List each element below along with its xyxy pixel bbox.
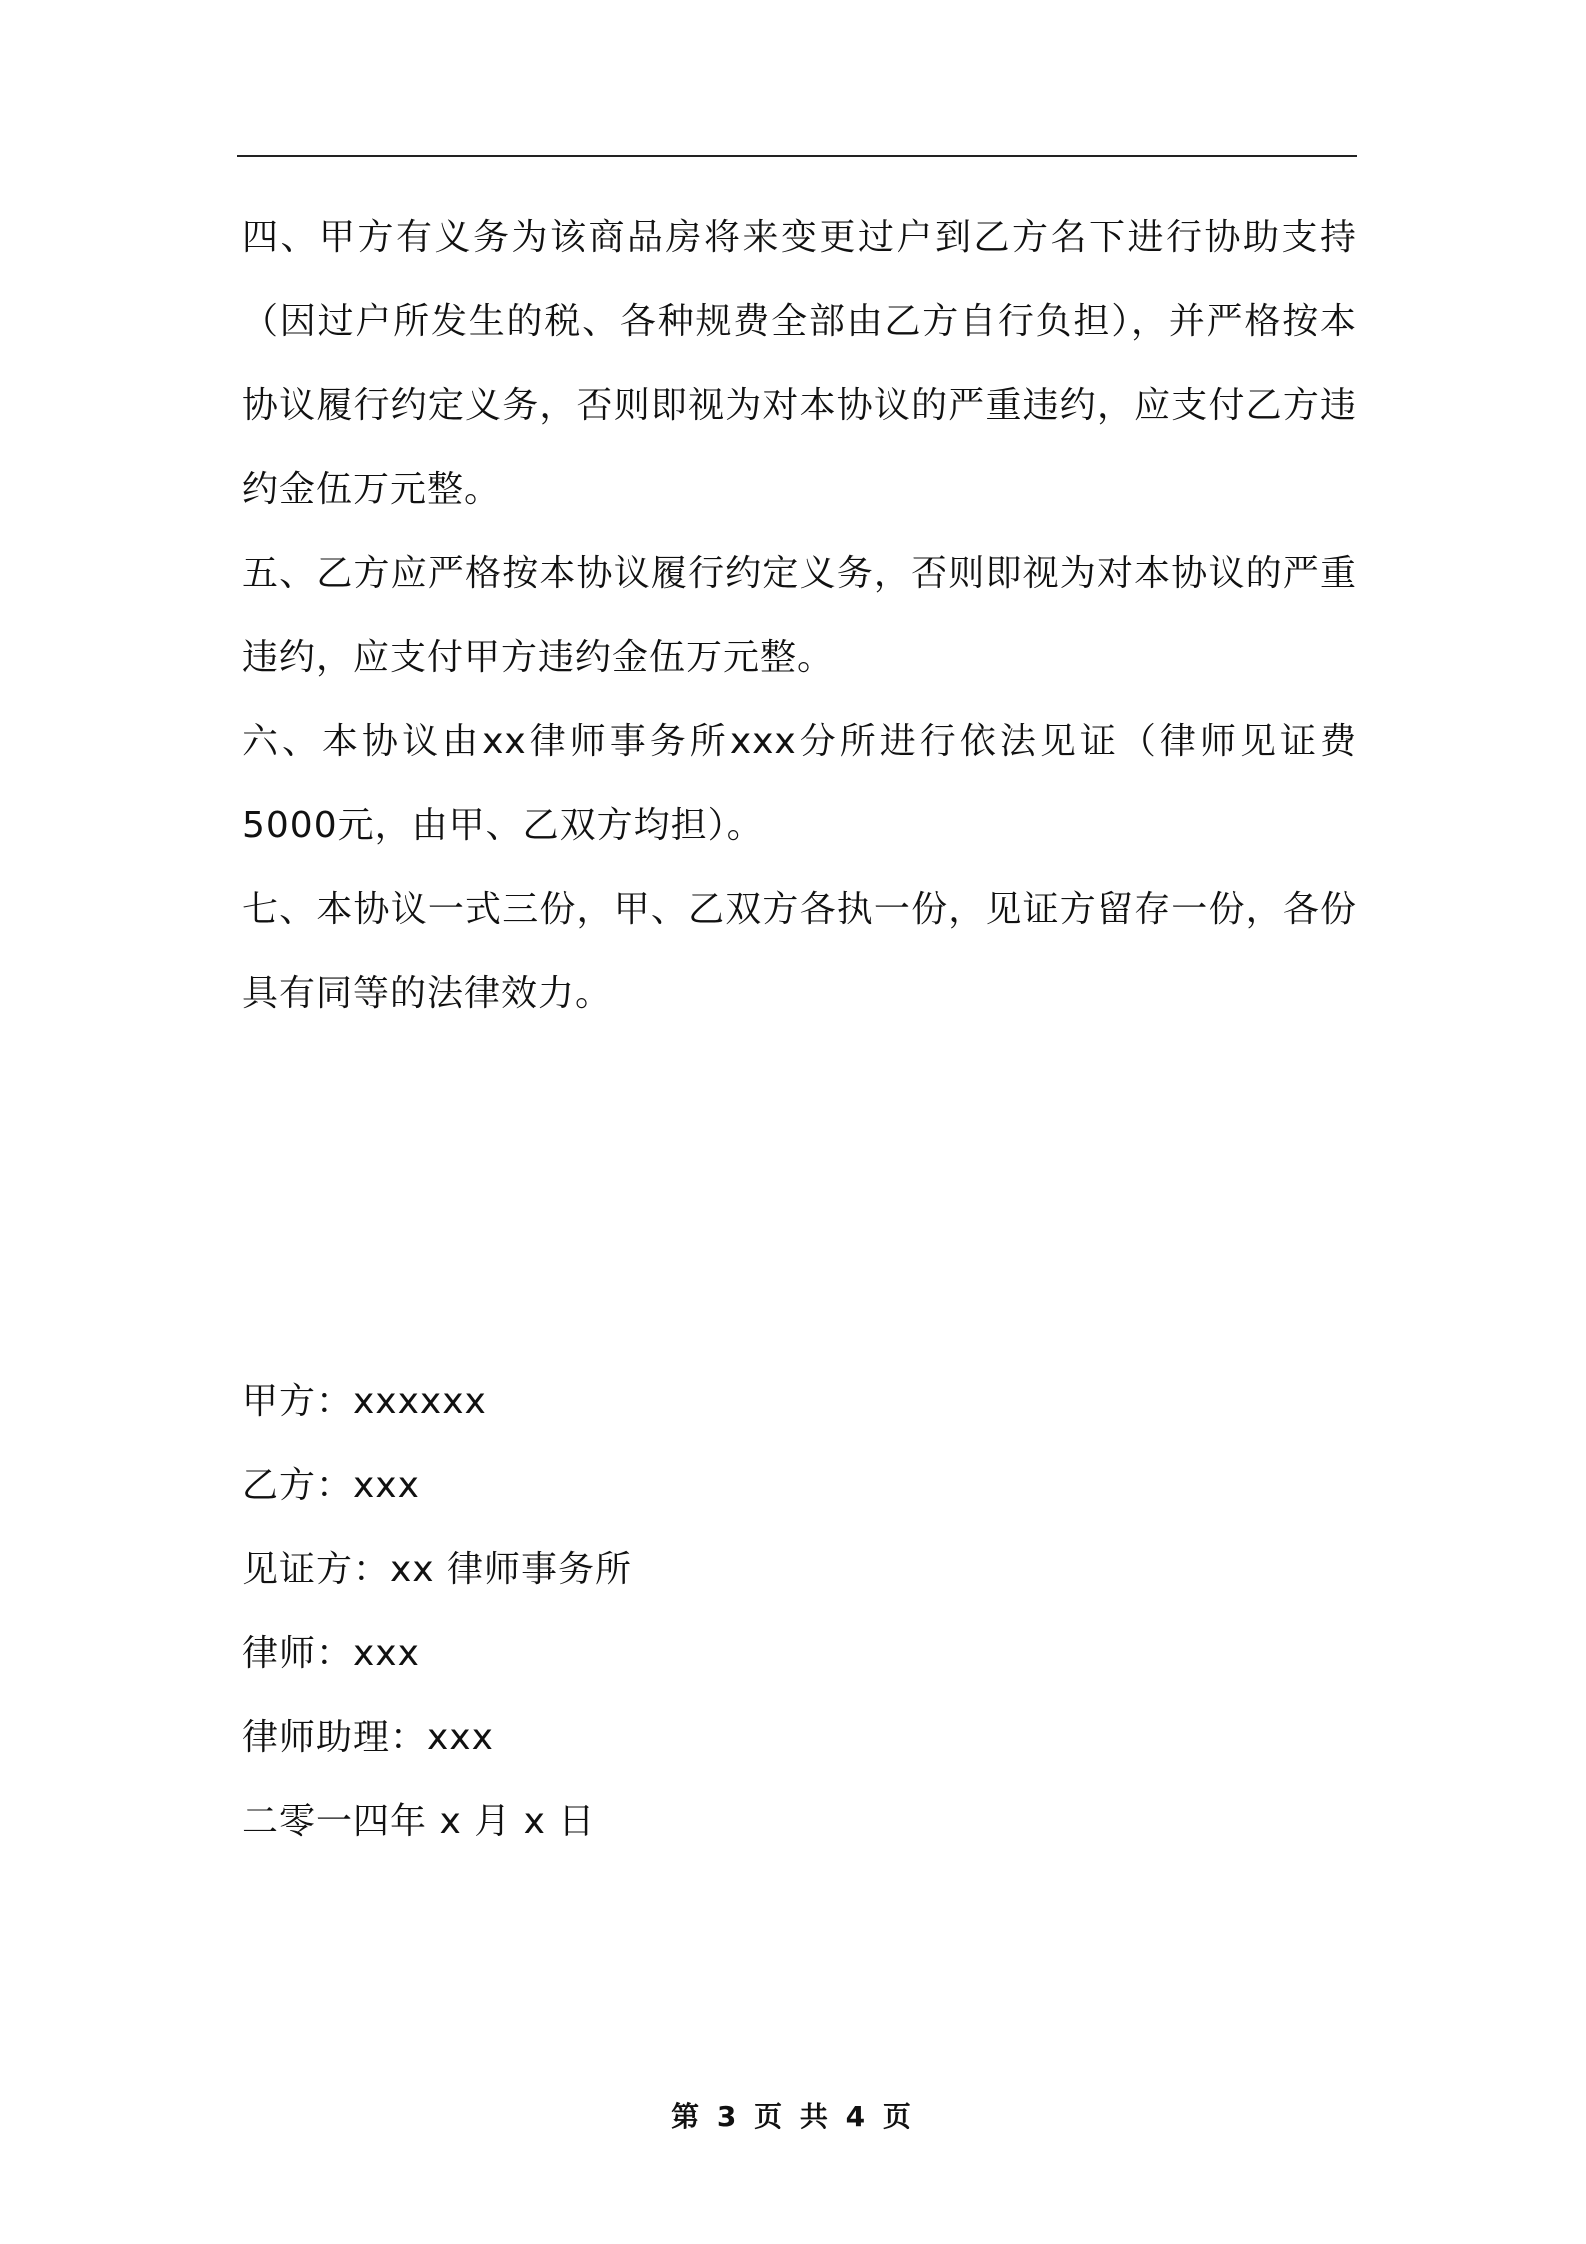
header-divider (237, 155, 1357, 157)
clause-five: 五、乙方应严格按本协议履行约定义务，否则即视为对本协议的严重违约，应支付甲方违约金伍万元整。 (242, 553, 1357, 678)
signature-block (242, 1360, 1357, 1864)
witness-line: 见证方：xx 律师事务所 (242, 1549, 633, 1590)
lawyer-line: 律师：xxx (242, 1633, 420, 1674)
agreement-clauses (242, 196, 1357, 1036)
date-line: 二零一四年 x 月 x 日 (242, 1801, 596, 1842)
lawyer-assistant-line: 律师助理：xxx (242, 1717, 494, 1758)
page-number: 第 3 页 共 4 页 (671, 2100, 915, 2133)
party-b-line: 乙方：xxx (242, 1465, 420, 1506)
clause-four: 四、甲方有义务为该商品房将来变更过户到乙方名下进行协助支持（因过户所发生的税、各种规费全部由乙方自行负担），并严格按本协议履行约定义务，否则即视为对本协议的严重违约，应支付乙方违约金伍万元整。 (242, 217, 1357, 510)
clause-six: 六、本协议由xx律师事务所xxx分所进行依法见证（律师见证费5000元，由甲、乙双方均担）。 (242, 721, 1357, 846)
party-a-line: 甲方：xxxxxx (242, 1381, 487, 1422)
clause-seven: 七、本协议一式三份，甲、乙双方各执一份，见证方留存一份，各份具有同等的法律效力。 (242, 889, 1357, 1014)
